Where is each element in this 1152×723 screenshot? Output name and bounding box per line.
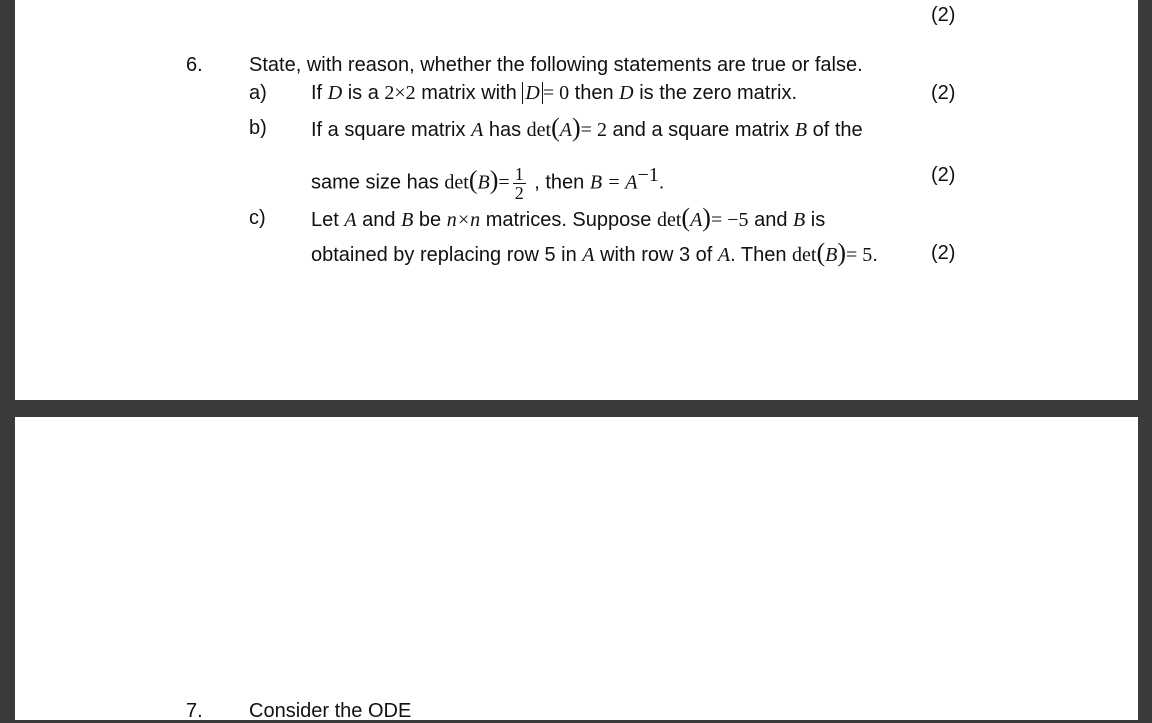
part-c-marks: (2) (931, 242, 956, 264)
question-6-stem: State, with reason, whether the following statements are true or false. (249, 54, 863, 76)
question-6-number: 6. (186, 54, 203, 76)
part-b-label: b) (249, 117, 267, 139)
part-a-label: a) (249, 82, 267, 104)
fraction-one-half: $\frac{1}{2}$ (514, 163, 524, 203)
part-c-label: c) (249, 207, 266, 229)
part-b-statement-line1: If a square matrix A has det(A)= 2 and a square matrix B of the (311, 113, 863, 142)
document-page-2 (15, 417, 1138, 720)
part-c-statement-line2: obtained by replacing row 5 in A with row 3 of A. Then det(B)= 5. (311, 238, 878, 267)
question-7-stem: Consider the ODE (249, 700, 412, 722)
part-b-marks: (2) (931, 164, 956, 186)
part-c-statement-line1: Let A and B be n×n matrices. Suppose det(A)= −5 and B is (311, 203, 826, 232)
document-page-1 (15, 0, 1138, 400)
part-a-statement: If D is a 2×2 matrix with D = 0 then D is the zero matrix. (311, 82, 798, 104)
question-7-number: 7. (186, 700, 203, 722)
part-a-marks: (2) (931, 82, 956, 104)
part-b-statement-line2: same size has det(B)= $\frac{1}{2}$ , then $B = A^{-1}$. (311, 163, 665, 203)
marks-top: (2) (931, 4, 956, 26)
